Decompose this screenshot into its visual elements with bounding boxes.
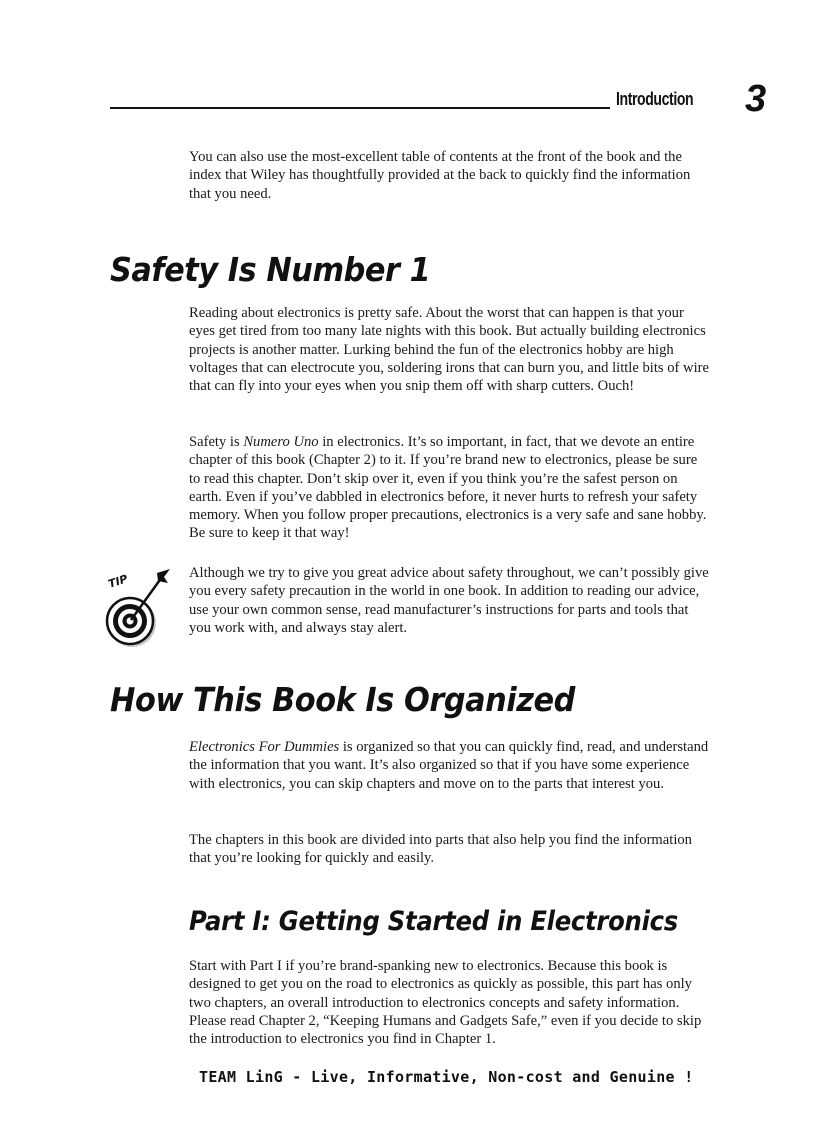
tip-target-icon: [104, 565, 174, 655]
organized-para1-rest: is organized so that you can quickly find, read, and understand the information that you want. It’s also organized so that if you have some experience with electronics, you can skip chapters and move on to the parts that interest you.: [189, 739, 709, 792]
tip-label: TIP: [106, 572, 130, 591]
organized-paragraph-2: The chapters in this book are divided into parts that also help you find the information that you’re looking for quickly and easily.: [189, 832, 692, 867]
header-rule: [110, 107, 610, 109]
heading-part-1: Part I: Getting Started in Electronics: [189, 906, 678, 937]
footer-watermark: TEAM LinG - Live, Informative, Non-cost and Genuine !: [199, 1068, 694, 1086]
safety-paragraph-2: [189, 433, 709, 543]
part1-paragraph: Start with Part I if you’re brand-spanking new to electronics. Because this book is designed to get you on the road to electronics as quickly as possible, this part has only two chapters, an overall introduction to electronics concepts and safety information. Please read Chapter 2, “Keeping Humans and Gadgets Safe,” even if you decide to skip the introduction to electronics you find in Chapter 1.: [189, 958, 702, 1048]
numero-uno-italic: Numero Uno: [243, 434, 319, 450]
running-header-title: Introduction: [616, 89, 694, 109]
safety-paragraph-1: Reading about electronics is pretty safe. About the worst that can happen is that your eyes get tired from too many late nights with this book. But actually building electronics projects is another matter. Lurking behind the fun of the electronics hobby are high voltages that can electrocute you, soldering irons that can burn you, and little bits of wire that can fly into your eyes when you snip them off with sharp cutters. Ouch!: [189, 305, 709, 395]
safety-para2-rest: in electronics. It’s so important, in fact, that we devote an entire chapter of this book (Chapter 2) to it. If you’re brand new to electronics, please be sure to read this chapter. Don’t skip over it, even if you think you’re the safest person on earth. Even if you’ve dabbled in electronics before, it never hurts to refresh your safety memory. When you follow proper precautions, electronics is a very safe and sane hobby. Be sure to keep it that way!: [189, 434, 707, 542]
page-number: 3: [745, 78, 767, 120]
safety-para2-lead: Safety is: [189, 434, 244, 450]
heading-safety: Safety Is Number 1: [110, 250, 431, 289]
dart-fletching: [157, 569, 170, 583]
intro-paragraph: You can also use the most-excellent table of contents at the front of the book and the index that Wiley has thoughtfully provided at the back to quickly find the information that you need.: [189, 149, 691, 202]
heading-organized: How This Book Is Organized: [110, 680, 575, 719]
book-title-italic: Electronics For Dummies: [189, 739, 340, 755]
organized-paragraph-1: [189, 738, 709, 793]
tip-paragraph: Although we try to give you great advice about safety throughout, we can’t possibly give you every safety precaution in the world in one book. In addition to reading our advice, use your own common sense, read manufacturer’s instructions for parts and tools that you work with, and always stay alert.: [189, 565, 709, 636]
